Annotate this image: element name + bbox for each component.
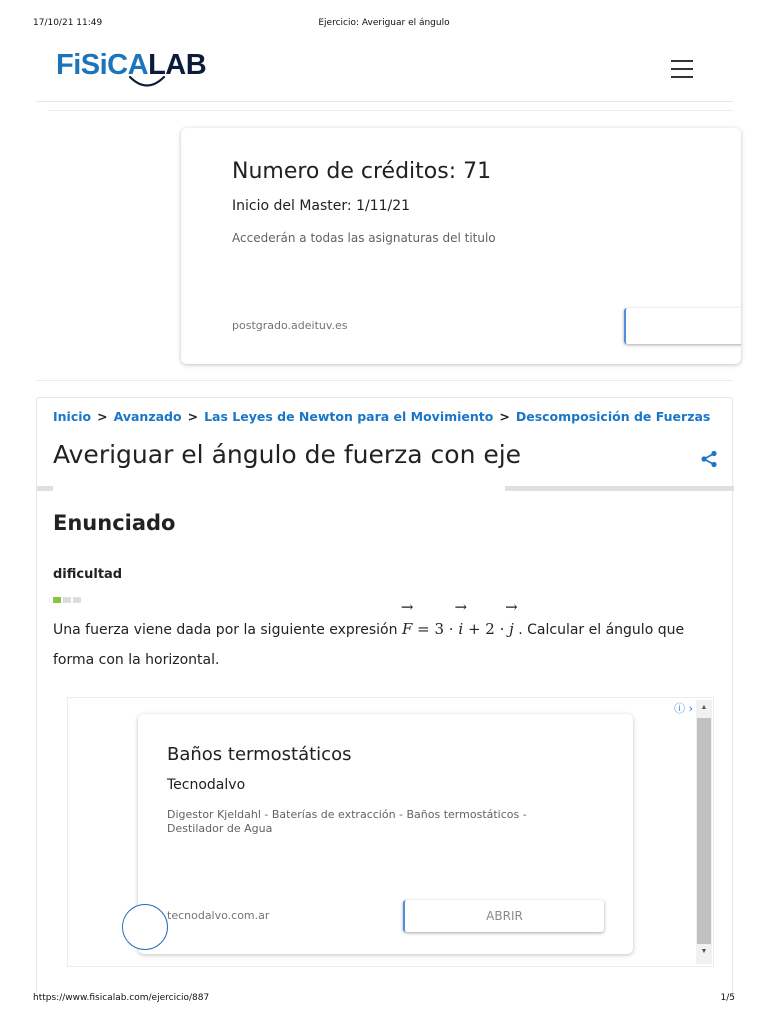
force-vector-expression: [402, 620, 514, 638]
ad-domain[interactable]: tecnodalvo.com.ar: [167, 909, 270, 922]
ad-scrollbar[interactable]: [696, 700, 712, 964]
difficulty-segment: [63, 597, 71, 603]
ad-card-master[interactable]: [181, 128, 741, 364]
logo-smile-icon: [128, 74, 166, 90]
scroll-thumb[interactable]: [697, 718, 711, 944]
ad-carousel-circle-button[interactable]: [122, 904, 168, 950]
ad-card-tecnodalvo[interactable]: [138, 714, 633, 954]
ad-domain[interactable]: postgrado.adeituv.es: [232, 319, 348, 332]
ad-title[interactable]: Baños termostáticos: [167, 744, 352, 765]
breadcrumb-separator: >: [187, 409, 199, 424]
print-page-number: 1/5: [720, 993, 735, 1003]
divider: [48, 110, 733, 111]
difficulty-label: dificultad: [53, 567, 123, 582]
exercise-statement: [53, 610, 713, 675]
ad-frame: [67, 697, 714, 967]
menu-icon[interactable]: [671, 60, 693, 80]
ad-open-button[interactable]: [624, 308, 741, 344]
math-equals-3: = 3 ·: [417, 620, 454, 638]
scroll-up-icon[interactable]: ▲: [700, 704, 708, 711]
ad-description: Digestor Kjeldahl - Baterías de extracción - Baños termostáticos - Destilador de Agua: [167, 808, 527, 835]
difficulty-segment: [73, 597, 81, 603]
breadcrumb-separator: >: [499, 409, 510, 424]
site-header: [36, 40, 733, 102]
logo-part-2: LAB: [148, 49, 207, 81]
section-title-enunciado: Enunciado: [53, 511, 176, 535]
site-logo[interactable]: [56, 50, 206, 100]
statement-text-after: . Calcular el ángulo que forma con la horizontal.: [53, 622, 685, 668]
print-header: [33, 18, 735, 32]
difficulty-meter: [53, 597, 87, 603]
scroll-down-icon[interactable]: ▼: [700, 948, 708, 955]
breadcrumb-avanzado[interactable]: Avanzado: [113, 409, 182, 424]
vector-i: → i: [458, 610, 463, 644]
breadcrumb: [53, 409, 710, 424]
math-plus-2: + 2 ·: [467, 620, 505, 638]
logo-part-1: FiSiCA: [56, 49, 149, 81]
breadcrumb-leyes-newton[interactable]: Las Leyes de Newton para el Movimiento: [204, 409, 494, 424]
vector-f: → F: [402, 610, 412, 644]
title-underline: [37, 486, 734, 491]
ad-description: Accederán a todas las asignaturas del titulo: [232, 231, 496, 245]
ad-info-icon[interactable]: ⓘ ›: [674, 702, 693, 715]
ad-subtitle: Tecnodalvo: [167, 777, 246, 793]
statement-text-before: Una fuerza viene dada por la siguiente expresión: [53, 622, 402, 638]
page-title: Averiguar el ángulo de fuerza con eje: [53, 440, 522, 469]
share-icon[interactable]: [700, 450, 718, 468]
print-doc-title: Ejercicio: Averiguar el ángulo: [318, 18, 450, 28]
breadcrumb-inicio[interactable]: Inicio: [53, 409, 92, 424]
print-datetime: 17/10/21 11:49: [33, 18, 103, 28]
breadcrumb-separator: >: [97, 409, 108, 424]
divider: [36, 380, 733, 381]
difficulty-segment: [53, 597, 61, 603]
ad-title[interactable]: Numero de créditos: 71: [232, 159, 492, 184]
ad-subtitle: Inicio del Master: 1/11/21: [232, 198, 411, 214]
vector-j: → j: [509, 610, 514, 644]
print-url: https://www.fisicalab.com/ejercicio/887: [33, 993, 210, 1003]
ad-open-button[interactable]: ABRIR: [403, 900, 604, 932]
print-footer: [33, 993, 735, 1007]
breadcrumb-descomposicion[interactable]: Descomposición de Fuerzas: [515, 409, 711, 424]
